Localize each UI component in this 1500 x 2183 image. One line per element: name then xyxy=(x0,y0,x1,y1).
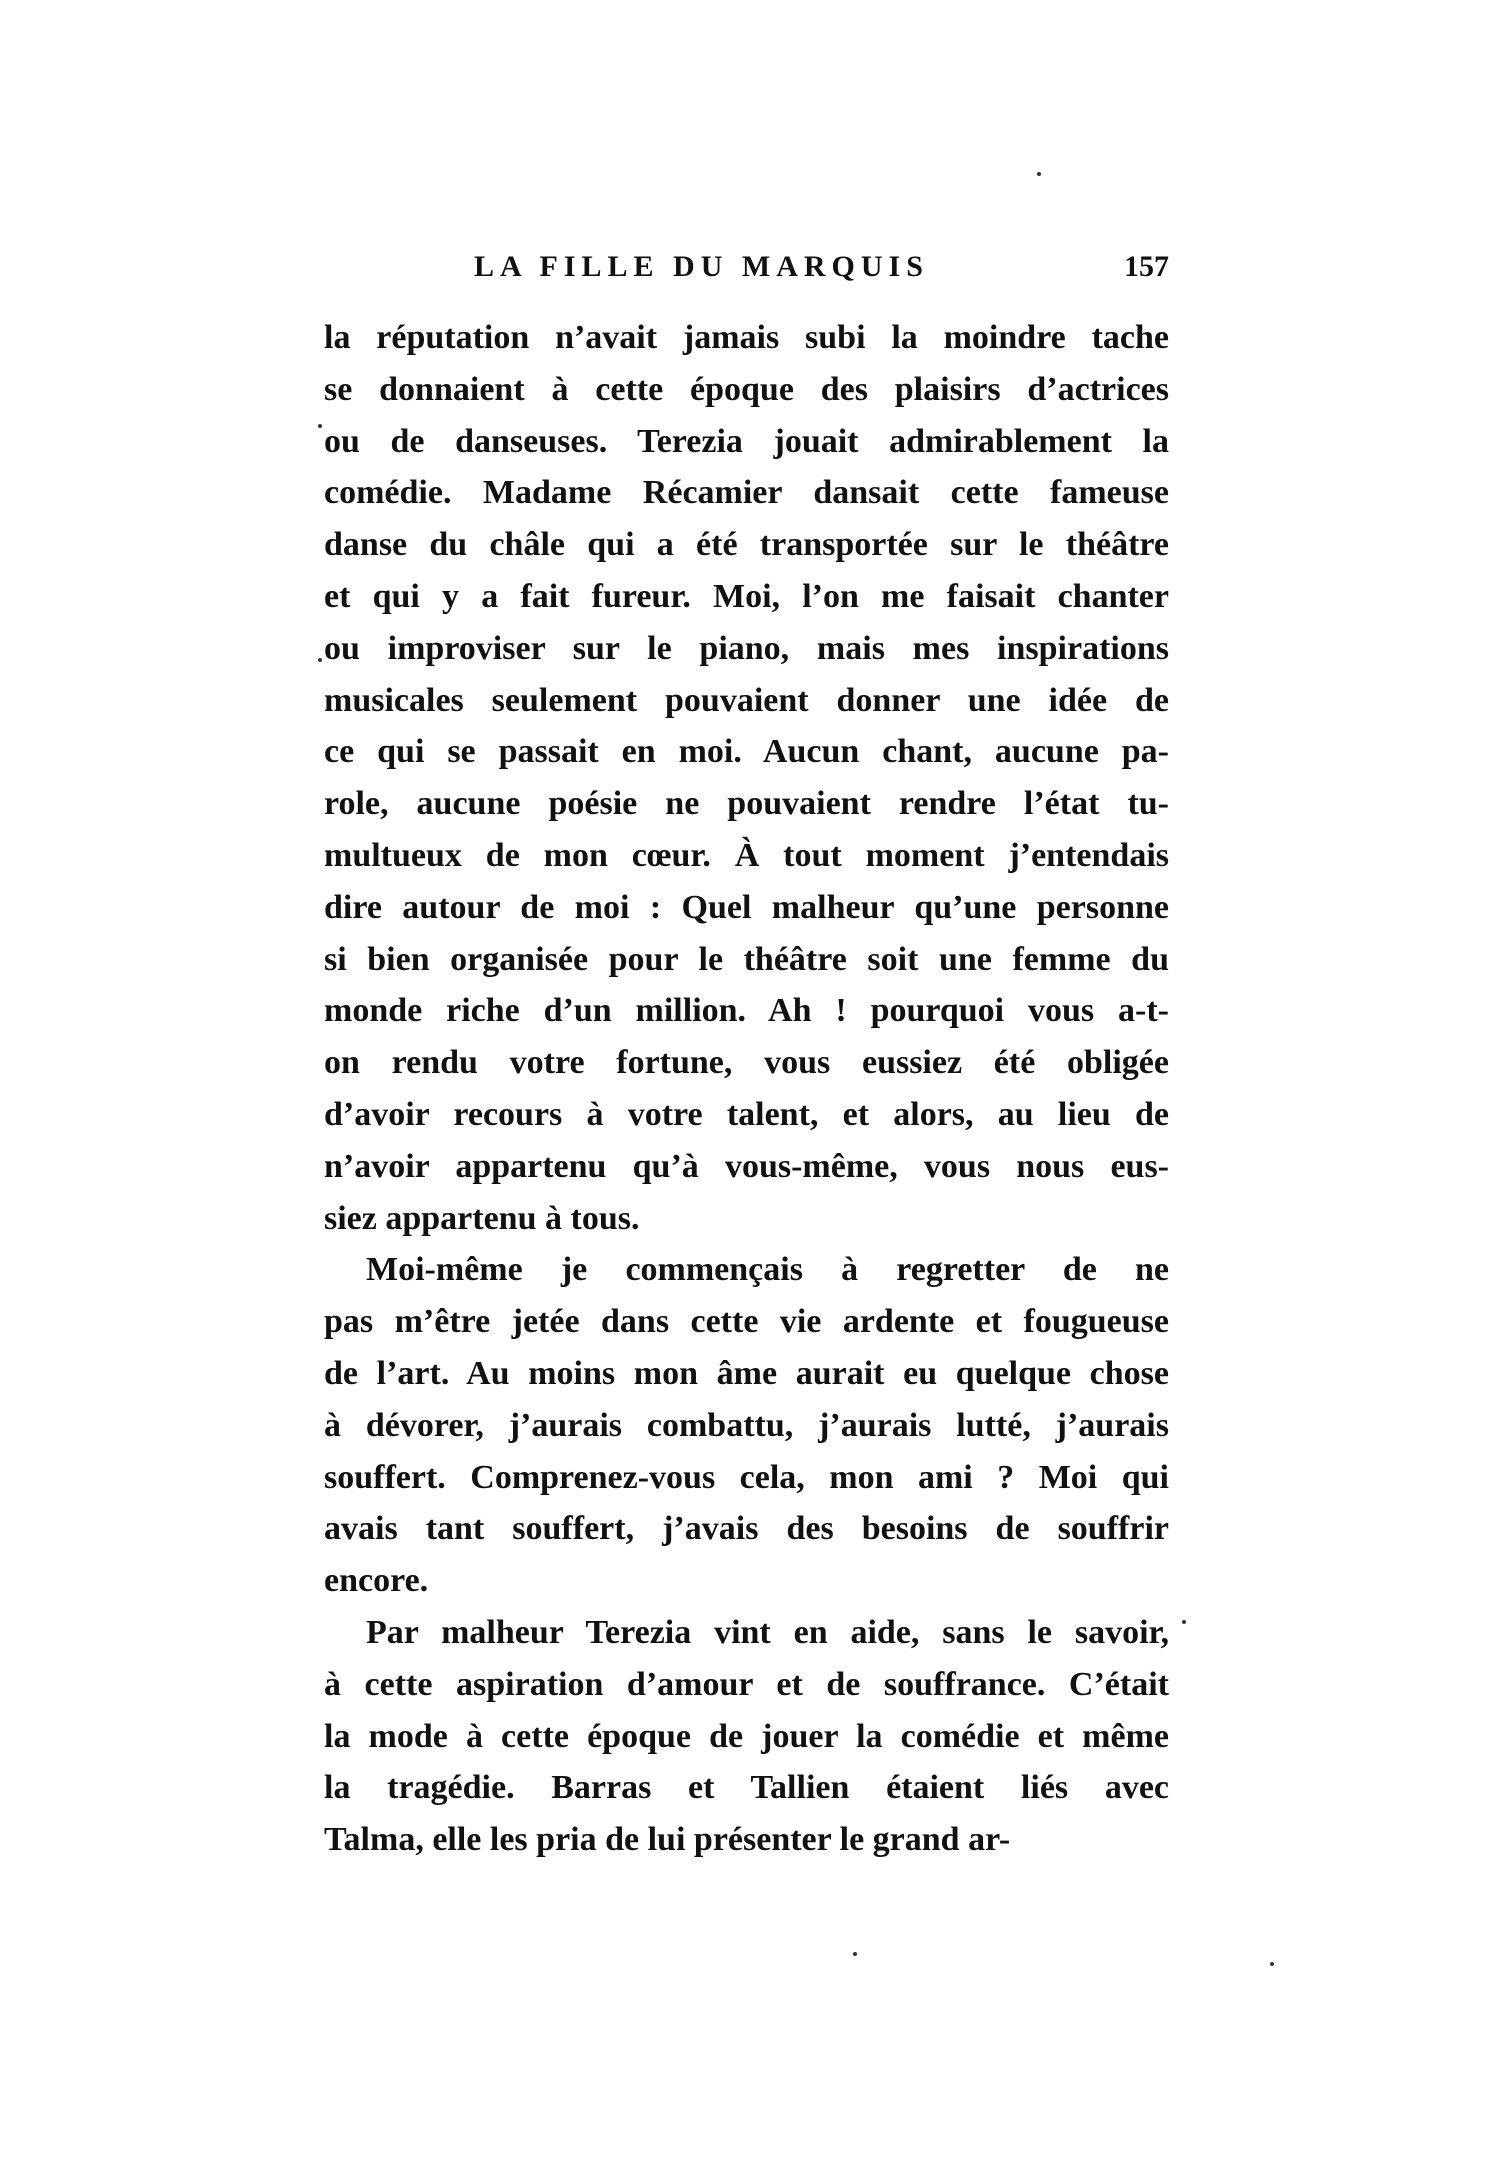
text-line: on rendu votre fortune, vous eussiez été obligée xyxy=(324,1044,1169,1082)
text-line: danse du châle qui a été transportée sur le théâtre xyxy=(324,526,1169,564)
text-line: ce qui se passait en moi. Aucun chant, aucune pa- xyxy=(324,733,1169,771)
text-line: la mode à cette époque de jouer la comédie et même xyxy=(324,1717,1169,1755)
text-line: à dévorer, j’aurais combattu, j’aurais lutté, j’aurais xyxy=(324,1406,1169,1444)
text-line: la tragédie. Barras et Tallien étaient liés avec xyxy=(324,1769,1169,1807)
speck xyxy=(1270,1962,1274,1966)
text-line: Par malheur Terezia vint en aide, sans le savoir, xyxy=(366,1613,1169,1651)
speck xyxy=(1037,172,1041,176)
text-line: ou de danseuses. Terezia jouait admirablement la xyxy=(324,422,1169,460)
text-line: si bien organisée pour le théâtre soit une femme du xyxy=(324,940,1169,978)
text-line: comédie. Madame Récamier dansait cette fameuse xyxy=(324,474,1169,512)
text-line: n’avoir appartenu qu’à vous-même, vous nous eus- xyxy=(324,1147,1169,1185)
speck xyxy=(318,658,322,662)
text-line: d’avoir recours à votre talent, et alors, au lieu de xyxy=(324,1095,1169,1133)
text-line: la réputation n’avait jamais subi la moindre tache xyxy=(324,319,1169,356)
text-line: Moi-même je commençais à regretter de ne xyxy=(366,1251,1169,1289)
running-header xyxy=(324,250,1169,290)
body-text xyxy=(324,312,1169,1866)
text-line: avais tant souffert, j’avais des besoins de souffrir xyxy=(324,1510,1169,1548)
text-line: monde riche d’un million. Ah ! pourquoi vous a-t- xyxy=(324,992,1169,1030)
running-title: LA FILLE DU MARQUIS xyxy=(474,250,929,283)
text-line: à cette aspiration d’amour et de souffrance. C’était xyxy=(324,1665,1169,1703)
text-line: musicales seulement pouvaient donner une idée de xyxy=(324,681,1169,719)
text-line: siez appartenu à tous. xyxy=(324,1199,640,1237)
text-line: se donnaient à cette époque des plaisirs d’actrices xyxy=(324,370,1169,408)
text-line: et qui y a fait fureur. Moi, l’on me faisait chanter xyxy=(324,577,1169,615)
text-line: souffert. Comprenez-vous cela, mon ami ? Moi qui xyxy=(324,1458,1169,1496)
text-line: role, aucune poésie ne pouvaient rendre l’état tu- xyxy=(324,785,1169,823)
speck xyxy=(853,1952,857,1956)
speck xyxy=(318,424,322,428)
text-line: Talma, elle les pria de lui présenter le grand ar- xyxy=(324,1821,1011,1859)
page-number: 157 xyxy=(1124,250,1169,283)
text-line: ou improviser sur le piano, mais mes inspirations xyxy=(324,629,1169,667)
text-line: pas m’être jetée dans cette vie ardente et fougueuse xyxy=(324,1303,1169,1341)
text-line: multueux de mon cœur. À tout moment j’entendais xyxy=(324,836,1169,874)
text-line: de l’art. Au moins mon âme aurait eu quelque chose xyxy=(324,1354,1169,1392)
text-line: dire autour de moi : Quel malheur qu’une personne xyxy=(324,888,1169,926)
speck xyxy=(1182,1620,1186,1624)
text-line: encore. xyxy=(324,1562,429,1600)
